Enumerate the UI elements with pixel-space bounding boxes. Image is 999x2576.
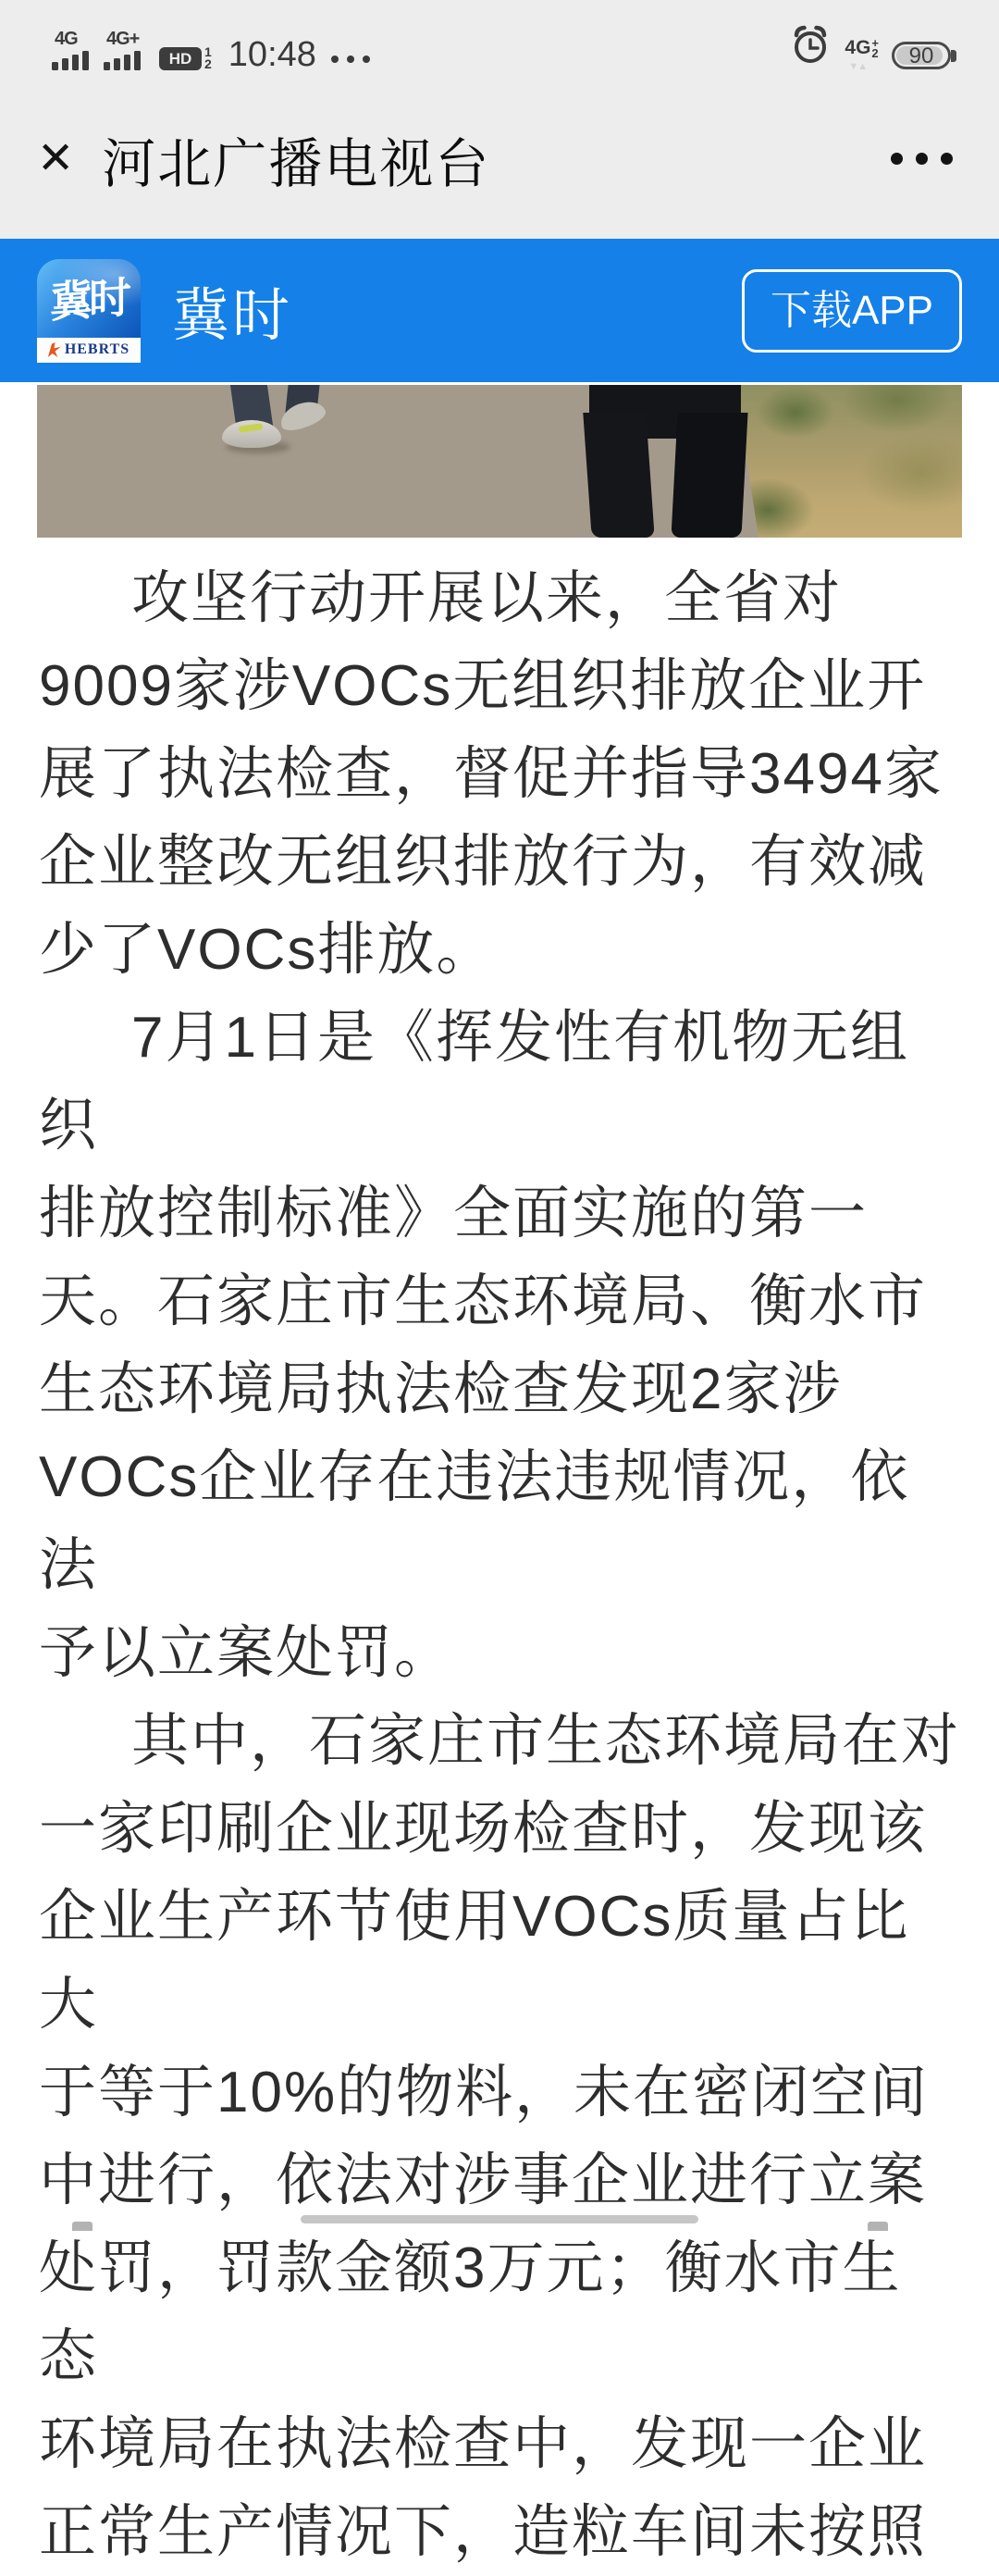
download-app-button[interactable]: 下载APP [742, 269, 962, 353]
close-button[interactable]: ✕ [37, 133, 75, 183]
person-legs-left [222, 385, 361, 468]
header [0, 0, 999, 239]
network-type-label: 4G+ [106, 29, 140, 49]
more-options-button[interactable] [891, 153, 953, 165]
mobile-data-indicator: 4G + 2 ▼▲ [845, 36, 879, 72]
battery-nub [951, 50, 956, 62]
app-download-banner [0, 239, 999, 382]
app-logo[interactable] [37, 259, 141, 363]
article-image[interactable] [37, 385, 962, 538]
alarm-clock-icon [789, 23, 832, 70]
notification-dots-icon [331, 56, 370, 63]
battery-percent: 90 [908, 43, 934, 68]
data-activity-icon: ▼▲ [848, 61, 868, 72]
scrollbar[interactable] [301, 2215, 698, 2223]
app-name: 冀时 [172, 284, 293, 348]
signal-strength-sim2 [104, 30, 141, 70]
network-type-label: 4G [55, 29, 78, 49]
status-bar [0, 0, 999, 79]
volte-hd-indicator [159, 46, 212, 70]
person-legs-right [587, 385, 745, 538]
clock-time: 10:48 [228, 35, 316, 74]
hd-icon: HD [159, 47, 202, 70]
page-title: 河北广播电视台 [102, 133, 491, 194]
brand-swoosh-icon [48, 342, 61, 357]
app-logo-band [37, 338, 141, 363]
app-logo-text: 冀时 [50, 272, 128, 327]
clipped-text-fragment [868, 2222, 888, 2231]
app-logo-subtext: HEBRTS [64, 341, 130, 357]
article-paragraph: 其中，石家庄市生态环境局在对 一家印刷企业现场检查时，发现该 企业生产环节使用VOCs质量占比大 于等于10%的物料，未在密闭空间 中进行，依法对涉事企业进行立案 处罚，罚款金额3万元；衡水市生态 环境局在执法检查中，发现一企业 正常生产情况下，造粒车间未按照 [39, 1709, 961, 2564]
signal-bars-icon [104, 51, 141, 70]
signal-bars-icon [52, 51, 89, 70]
clipped-text-fragment [72, 2222, 92, 2231]
article-paragraph: 攻坚行动开展以来，全省对 9009家涉VOCs无组织排放企业开 展了执法检查，督促并指导3494家 企业整改无组织排放行为，有效减 少了VOCs排放。 [39, 566, 944, 982]
grass-area [731, 385, 962, 538]
network-plus-sim: + 2 [871, 36, 879, 60]
signal-strength-sim1 [52, 30, 89, 70]
article-body [0, 554, 999, 2576]
hd-sim-numbers: 1 2 [204, 44, 212, 71]
battery-icon [892, 42, 951, 69]
article-paragraph: 7月1日是《挥发性有机物无组织 排放控制标准》全面实施的第一 天。石家庄市生态环境局、衡水市 生态环境局执法检查发现2家涉 VOCs企业存在违法违规情况，依法 予以立案处罚。 [39, 1006, 928, 1685]
status-bar-right [789, 23, 951, 70]
title-bar [0, 79, 999, 239]
